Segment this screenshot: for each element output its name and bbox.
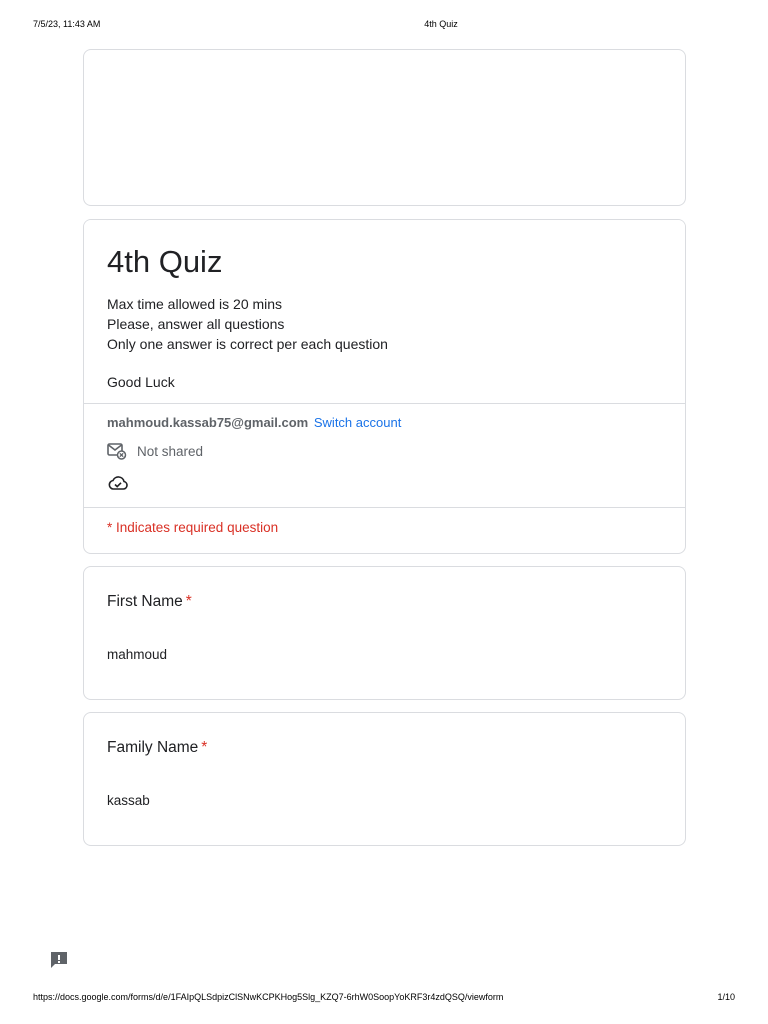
required-question-note: * Indicates required question <box>107 520 279 535</box>
account-row <box>107 415 401 430</box>
family-name-answer[interactable]: kassab <box>107 793 150 808</box>
print-datetime: 7/5/23, 11:43 AM <box>33 19 101 29</box>
report-feedback-icon[interactable] <box>49 950 69 970</box>
question-title <box>107 739 207 757</box>
form-title: 4th Quiz <box>107 244 223 279</box>
divider <box>84 403 685 404</box>
divider <box>84 507 685 508</box>
cloud-saved-icon <box>107 474 129 497</box>
description-line: Please, answer all questions <box>107 316 285 332</box>
form-title-card <box>83 219 686 554</box>
form-description <box>107 294 388 392</box>
not-shared-label: Not shared <box>137 443 204 459</box>
description-line: Max time allowed is 20 mins <box>107 296 283 312</box>
print-title: 4th Quiz <box>424 19 458 29</box>
first-name-answer[interactable]: mahmoud <box>107 647 168 662</box>
description-spacer <box>107 354 388 372</box>
question-label: First Name <box>107 593 183 610</box>
print-url: https://docs.google.com/forms/d/e/1FAIpQLSdpizClSNwKCPKHog5Slg_KZQ7-6rhW0SoopYoKRF3r4zdQSQ/viewform <box>33 992 504 1002</box>
account-email: mahmoud.kassab75@gmail.com <box>107 415 309 430</box>
title-card-strip <box>84 220 685 228</box>
question-card-family-name <box>83 712 686 846</box>
switch-account-link[interactable]: Switch account <box>313 415 402 430</box>
required-star: * <box>185 593 192 610</box>
description-line: Only one answer is correct per each question <box>107 336 388 352</box>
question-title <box>107 593 192 611</box>
header-banner <box>83 49 686 206</box>
mail-not-shared-icon <box>107 442 127 460</box>
description-line: Good Luck <box>107 374 175 390</box>
print-page-number: 1/10 <box>717 992 735 1002</box>
question-card-first-name <box>83 566 686 700</box>
question-label: Family Name <box>107 739 199 756</box>
required-star: * <box>201 739 208 756</box>
not-shared-row <box>107 442 203 460</box>
